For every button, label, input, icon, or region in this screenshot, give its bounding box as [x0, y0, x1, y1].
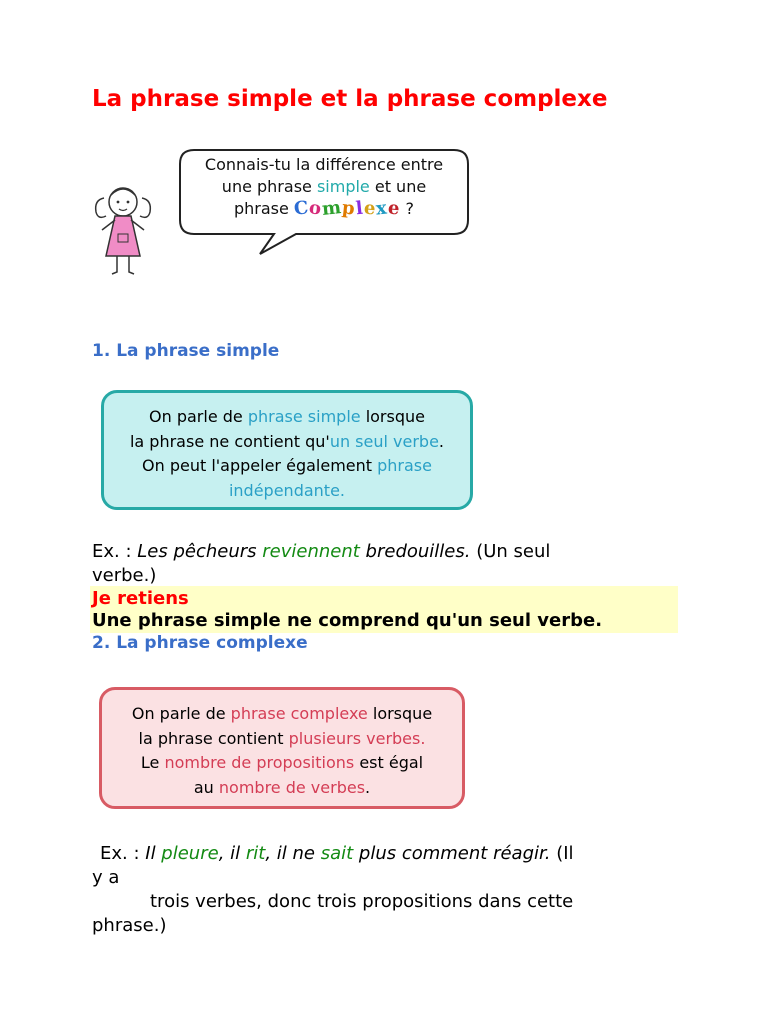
- definition-box-complexe: On parle de phrase complexe lorsque la phrase contient plusieurs verbes. Le nombre de propositions est égal au nombre de verbes.: [99, 687, 465, 809]
- example-complexe-cont-1: y a: [92, 867, 120, 888]
- example-complexe: Ex. : Il pleure, il rit, il ne sait plus comment réagir. (Il: [100, 843, 574, 864]
- complexe-letter: e: [362, 197, 378, 220]
- bubble-line-3: phrase Complexe ?: [234, 197, 414, 220]
- complexe-letter: p: [341, 197, 358, 220]
- speech-bubble-text: [180, 154, 468, 220]
- bubble-line-1: Connais-tu la différence entre: [204, 155, 444, 174]
- je-retiens-heading: Je retiens: [92, 588, 189, 609]
- page-title: La phrase simple et la phrase complexe: [92, 86, 608, 112]
- bubble-line-2: une phrase simple et une: [221, 177, 427, 196]
- je-retiens-rule: Une phrase simple ne comprend qu'un seul verbe.: [92, 610, 603, 631]
- section-heading-complexe: 2. La phrase complexe: [92, 633, 308, 653]
- complexe-letter: e: [386, 197, 402, 220]
- word-complexe-colorful: [294, 198, 400, 219]
- section-heading-simple: 1. La phrase simple: [92, 341, 280, 361]
- example-complexe-cont-2: trois verbes, donc trois propositions dans cette: [150, 891, 574, 912]
- complexe-letter: C: [292, 197, 311, 220]
- example-simple: Ex. : Les pêcheurs reviennent bredouilles. (Un seul verbe.): [92, 541, 551, 586]
- definition-box-simple: On parle de phrase simple lorsque la phrase ne contient qu'un seul verbe. On peut l'appeler également phrase indépendante.: [101, 390, 473, 510]
- je-retiens-box: [90, 586, 678, 633]
- complexe-letter: l: [354, 197, 365, 220]
- word-simple: simple: [316, 177, 370, 196]
- example-complexe-cont-3: phrase.): [92, 915, 167, 936]
- intro-illustration: [90, 142, 472, 278]
- complexe-letter: o: [308, 197, 324, 220]
- complexe-letter: m: [321, 197, 344, 220]
- complexe-letter: x: [375, 197, 389, 220]
